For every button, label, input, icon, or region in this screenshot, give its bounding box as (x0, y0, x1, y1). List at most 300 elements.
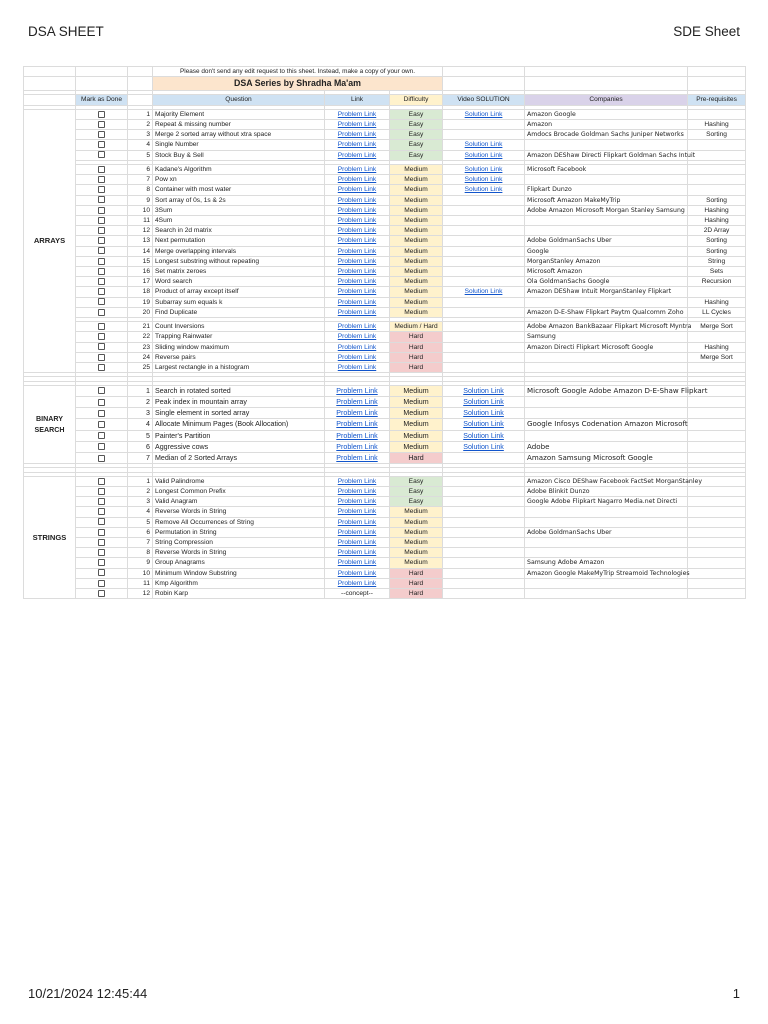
col-header-question: Question (153, 95, 325, 105)
companies-cell: Microsoft Amazon MakeMyTrip (525, 195, 688, 205)
question-number: 4 (128, 419, 153, 430)
problem-link[interactable]: Problem Link (325, 430, 390, 441)
mark-done-checkbox[interactable] (98, 432, 105, 439)
prerequisites-cell: Sorting (688, 130, 746, 140)
question-name: Subarray sum equals k (153, 297, 325, 307)
mark-done-checkbox[interactable] (98, 111, 105, 118)
difficulty-badge: Medium / Hard (390, 322, 443, 332)
difficulty-badge: Medium (390, 246, 443, 256)
companies-cell (525, 363, 688, 373)
mark-done-checkbox[interactable] (98, 580, 105, 587)
video-solution-link (443, 363, 525, 373)
companies-cell: Adobe Amazon Microsoft Morgan Stanley Samsung (525, 205, 688, 215)
question-name: Trapping Rainwater (153, 332, 325, 342)
problem-link[interactable]: Problem Link (325, 164, 390, 174)
problem-link[interactable]: Problem Link (325, 256, 390, 266)
question-name: Pow xn (153, 175, 325, 185)
done-cell (76, 538, 128, 548)
section-label: STRINGS (24, 476, 76, 598)
done-cell (76, 363, 128, 373)
done-cell (76, 408, 128, 419)
question-name: Reverse pairs (153, 352, 325, 362)
difficulty-badge: Easy (390, 130, 443, 140)
problem-link[interactable]: Problem Link (325, 558, 390, 568)
video-solution-link[interactable]: Solution Link (443, 164, 525, 174)
video-solution-link (443, 527, 525, 537)
mark-done-checkbox[interactable] (98, 121, 105, 128)
difficulty-badge: Medium (390, 307, 443, 317)
table-row (24, 216, 746, 226)
question-name: Merge 2 sorted array without xtra space (153, 130, 325, 140)
video-solution-link[interactable]: Solution Link (443, 175, 525, 185)
question-name: Valid Anagram (153, 497, 325, 507)
table-row (24, 119, 746, 129)
question-name: Median of 2 Sorted Arrays (153, 453, 325, 464)
done-cell (76, 441, 128, 452)
question-number: 13 (128, 236, 153, 246)
problem-link[interactable]: Problem Link (325, 517, 390, 527)
companies-cell (525, 408, 688, 419)
mark-done-checkbox[interactable] (98, 288, 105, 295)
mark-done-checkbox[interactable] (98, 268, 105, 275)
prerequisites-cell: String (688, 256, 746, 266)
prerequisites-cell: Sets (688, 267, 746, 277)
problem-link[interactable]: Problem Link (325, 476, 390, 486)
prerequisites-cell (688, 109, 746, 119)
table-row (24, 497, 746, 507)
table-row (24, 109, 746, 119)
prerequisites-cell: Hashing (688, 342, 746, 352)
question-name: Single Number (153, 140, 325, 150)
done-cell (76, 226, 128, 236)
companies-cell: Amazon Samsung Microsoft Google (525, 453, 688, 464)
mark-done-checkbox[interactable] (98, 258, 105, 265)
problem-link[interactable]: Problem Link (325, 453, 390, 464)
mark-done-checkbox[interactable] (98, 518, 105, 525)
problem-link[interactable]: Problem Link (325, 352, 390, 362)
video-solution-link[interactable]: Solution Link (443, 109, 525, 119)
video-solution-link[interactable]: Solution Link (443, 397, 525, 408)
question-name: Word search (153, 277, 325, 287)
problem-link[interactable]: Problem Link (325, 408, 390, 419)
prerequisites-cell (688, 578, 746, 588)
video-solution-link (443, 119, 525, 129)
mark-done-checkbox[interactable] (98, 443, 105, 450)
question-number: 22 (128, 332, 153, 342)
video-solution-link[interactable]: Solution Link (443, 385, 525, 396)
difficulty-badge: Hard (390, 589, 443, 599)
problem-link[interactable]: Problem Link (325, 119, 390, 129)
done-cell (76, 486, 128, 496)
mark-done-checkbox[interactable] (98, 207, 105, 214)
mark-done-checkbox[interactable] (98, 196, 105, 203)
problem-link[interactable]: Problem Link (325, 175, 390, 185)
question-number: 1 (128, 476, 153, 486)
video-solution-link (443, 342, 525, 352)
mark-done-checkbox[interactable] (98, 151, 105, 158)
difficulty-badge: Easy (390, 486, 443, 496)
page-header-title: DSA SHEET (28, 24, 104, 39)
problem-link[interactable]: Problem Link (325, 527, 390, 537)
mark-done-checkbox[interactable] (98, 333, 105, 340)
companies-cell (525, 430, 688, 441)
question-name: Minimum Window Substring (153, 568, 325, 578)
section-label: BINARY SEARCH (24, 385, 76, 463)
question-name: Painter's Partition (153, 430, 325, 441)
companies-cell: Amazon Google (525, 109, 688, 119)
problem-link[interactable]: Problem Link (325, 109, 390, 119)
column-header-row (24, 95, 746, 105)
companies-cell (525, 507, 688, 517)
video-solution-link[interactable]: Solution Link (443, 408, 525, 419)
difficulty-badge: Medium (390, 226, 443, 236)
problem-link: --concept-- (325, 589, 390, 599)
difficulty-badge: Medium (390, 527, 443, 537)
problem-link[interactable]: Problem Link (325, 216, 390, 226)
done-cell (76, 589, 128, 599)
prerequisites-cell: Merge Sort (688, 352, 746, 362)
companies-cell (525, 397, 688, 408)
companies-cell: Adobe (525, 441, 688, 452)
table-row (24, 342, 746, 352)
question-number: 3 (128, 130, 153, 140)
companies-cell (525, 175, 688, 185)
companies-cell (525, 352, 688, 362)
problem-link[interactable]: Problem Link (325, 363, 390, 373)
problem-link[interactable]: Problem Link (325, 130, 390, 140)
table-row (24, 453, 746, 464)
problem-link[interactable]: Problem Link (325, 226, 390, 236)
problem-link[interactable]: Problem Link (325, 538, 390, 548)
difficulty-badge: Medium (390, 408, 443, 419)
video-solution-link (443, 507, 525, 517)
mark-done-checkbox[interactable] (98, 278, 105, 285)
mark-done-checkbox[interactable] (98, 309, 105, 316)
mark-done-checkbox[interactable] (98, 478, 105, 485)
mark-done-checkbox[interactable] (98, 186, 105, 193)
col-header-prereq: Pre-requisites (688, 95, 746, 105)
mark-done-checkbox[interactable] (98, 364, 105, 371)
question-name: 4Sum (153, 216, 325, 226)
companies-cell: Amazon Google MakeMyTrip Streamoid Technologies (525, 568, 688, 578)
difficulty-badge: Hard (390, 363, 443, 373)
mark-done-checkbox[interactable] (98, 141, 105, 148)
section-label: ARRAYS (24, 109, 76, 372)
video-solution-link[interactable]: Solution Link (443, 287, 525, 297)
video-solution-link (443, 256, 525, 266)
problem-link[interactable]: Problem Link (325, 548, 390, 558)
problem-link[interactable]: Problem Link (325, 140, 390, 150)
mark-done-checkbox[interactable] (98, 569, 105, 576)
question-number: 17 (128, 277, 153, 287)
mark-done-checkbox[interactable] (98, 323, 105, 330)
mark-done-checkbox[interactable] (98, 508, 105, 515)
problem-link[interactable]: Problem Link (325, 297, 390, 307)
question-name: Reverse Words in String (153, 507, 325, 517)
companies-cell: Adobe GoldmanSachs Uber (525, 527, 688, 537)
question-number: 4 (128, 140, 153, 150)
video-solution-link (443, 517, 525, 527)
difficulty-badge: Easy (390, 119, 443, 129)
question-name: Next permutation (153, 236, 325, 246)
difficulty-badge: Medium (390, 205, 443, 215)
problem-link[interactable]: Problem Link (325, 277, 390, 287)
mark-done-checkbox[interactable] (98, 217, 105, 224)
table-row (24, 195, 746, 205)
companies-cell (525, 548, 688, 558)
difficulty-badge: Medium (390, 297, 443, 307)
done-cell (76, 507, 128, 517)
question-name: Container with most water (153, 185, 325, 195)
sheet-title: DSA Series by Shradha Ma'am (153, 77, 443, 91)
done-cell (76, 267, 128, 277)
companies-cell: Google Infosys Codenation Amazon Microsoft (525, 419, 688, 430)
video-solution-link (443, 216, 525, 226)
question-name: Single element in sorted array (153, 408, 325, 419)
question-number: 5 (128, 150, 153, 160)
video-solution-link[interactable]: Solution Link (443, 441, 525, 452)
question-name: Longest substring without repeating (153, 256, 325, 266)
problem-link[interactable]: Problem Link (325, 195, 390, 205)
col-header-video: Video SOLUTION (443, 95, 525, 105)
done-cell (76, 558, 128, 568)
question-number: 7 (128, 175, 153, 185)
problem-link[interactable]: Problem Link (325, 205, 390, 215)
done-cell (76, 175, 128, 185)
mark-done-checkbox[interactable] (98, 488, 105, 495)
table-row (24, 548, 746, 558)
done-cell (76, 140, 128, 150)
companies-cell: Ola GoldmanSachs Google (525, 277, 688, 287)
question-name: Sort array of 0s, 1s & 2s (153, 195, 325, 205)
difficulty-badge: Medium (390, 538, 443, 548)
prerequisites-cell: Hashing (688, 205, 746, 215)
mark-done-checkbox[interactable] (98, 227, 105, 234)
done-cell (76, 548, 128, 558)
table-row (24, 558, 746, 568)
video-solution-link[interactable]: Solution Link (443, 150, 525, 160)
mark-done-checkbox[interactable] (98, 343, 105, 350)
video-solution-link (443, 589, 525, 599)
table-row (24, 267, 746, 277)
difficulty-badge: Medium (390, 419, 443, 430)
difficulty-badge: Easy (390, 140, 443, 150)
mark-done-checkbox[interactable] (98, 549, 105, 556)
done-cell (76, 497, 128, 507)
video-solution-link (443, 322, 525, 332)
prerequisites-cell (688, 175, 746, 185)
problem-link[interactable]: Problem Link (325, 307, 390, 317)
table-row (24, 589, 746, 599)
difficulty-badge: Medium (390, 256, 443, 266)
question-number: 16 (128, 267, 153, 277)
question-number: 12 (128, 589, 153, 599)
mark-done-checkbox[interactable] (98, 387, 105, 394)
table-row (24, 164, 746, 174)
problem-link[interactable]: Problem Link (325, 578, 390, 588)
mark-done-checkbox[interactable] (98, 498, 105, 505)
question-number: 2 (128, 397, 153, 408)
problem-link[interactable]: Problem Link (325, 332, 390, 342)
done-cell (76, 256, 128, 266)
question-name: Aggressive cows (153, 441, 325, 452)
question-number: 6 (128, 164, 153, 174)
companies-cell: Amdocs Brocade Goldman Sachs Juniper Networks (525, 130, 688, 140)
table-row (24, 517, 746, 527)
difficulty-badge: Easy (390, 476, 443, 486)
question-number: 24 (128, 352, 153, 362)
done-cell (76, 277, 128, 287)
difficulty-badge: Medium (390, 236, 443, 246)
difficulty-badge: Easy (390, 497, 443, 507)
mark-done-checkbox[interactable] (98, 399, 105, 406)
video-solution-link (443, 568, 525, 578)
companies-cell: Amazon Directi Flipkart Microsoft Google (525, 342, 688, 352)
prerequisites-cell (688, 568, 746, 578)
problem-link[interactable]: Problem Link (325, 497, 390, 507)
done-cell (76, 205, 128, 215)
table-row (24, 538, 746, 548)
table-row (24, 578, 746, 588)
mark-done-checkbox[interactable] (98, 421, 105, 428)
table-row (24, 205, 746, 215)
mark-done-checkbox[interactable] (98, 455, 105, 462)
done-cell (76, 246, 128, 256)
table-row (24, 507, 746, 517)
done-cell (76, 185, 128, 195)
question-name: Search in 2d matrix (153, 226, 325, 236)
problem-link[interactable]: Problem Link (325, 397, 390, 408)
table-row (24, 297, 746, 307)
done-cell (76, 476, 128, 486)
question-number: 9 (128, 558, 153, 568)
video-solution-link (443, 476, 525, 486)
mark-done-checkbox[interactable] (98, 298, 105, 305)
table-row (24, 246, 746, 256)
problem-link[interactable]: Problem Link (325, 385, 390, 396)
mark-done-checkbox[interactable] (98, 559, 105, 566)
video-solution-link (443, 332, 525, 342)
done-cell (76, 195, 128, 205)
done-cell (76, 527, 128, 537)
mark-done-checkbox[interactable] (98, 529, 105, 536)
problem-link[interactable]: Problem Link (325, 507, 390, 517)
col-header-difficulty: Difficulty (390, 95, 443, 105)
difficulty-badge: Medium (390, 195, 443, 205)
companies-cell: Amazon DEShaw Directi Flipkart Goldman Sachs Intuit (525, 150, 688, 160)
mark-done-checkbox[interactable] (98, 590, 105, 597)
video-solution-link (443, 486, 525, 496)
problem-link[interactable]: Problem Link (325, 267, 390, 277)
mark-done-checkbox[interactable] (98, 410, 105, 417)
companies-cell: Google Adobe Flipkart Nagarro Media.net Directi (525, 497, 688, 507)
question-name: Permutation in String (153, 527, 325, 537)
table-row (24, 397, 746, 408)
table-row (24, 307, 746, 317)
mark-done-checkbox[interactable] (98, 166, 105, 173)
problem-link[interactable]: Problem Link (325, 185, 390, 195)
table-row (24, 430, 746, 441)
prerequisites-cell (688, 453, 746, 464)
prerequisites-cell (688, 507, 746, 517)
done-cell (76, 236, 128, 246)
question-name: Set matrix zeroes (153, 267, 325, 277)
done-cell (76, 517, 128, 527)
question-number: 5 (128, 517, 153, 527)
problem-link[interactable]: Problem Link (325, 342, 390, 352)
companies-cell: Amazon Cisco DEShaw Facebook FactSet MorganStanley (525, 476, 688, 486)
companies-cell: Flipkart Dunzo (525, 185, 688, 195)
video-solution-link (443, 558, 525, 568)
prerequisites-cell (688, 430, 746, 441)
difficulty-badge: Easy (390, 150, 443, 160)
video-solution-link (443, 538, 525, 548)
video-solution-link (443, 236, 525, 246)
companies-cell: Samsung (525, 332, 688, 342)
mark-done-checkbox[interactable] (98, 539, 105, 546)
question-number: 19 (128, 297, 153, 307)
companies-cell: Adobe Amazon BankBazaar Flipkart Microsoft Myntra (525, 322, 688, 332)
difficulty-badge: Medium (390, 175, 443, 185)
problem-link[interactable]: Problem Link (325, 150, 390, 160)
video-solution-link[interactable]: Solution Link (443, 140, 525, 150)
prerequisites-cell: Hashing (688, 216, 746, 226)
question-number: 10 (128, 568, 153, 578)
question-name: Repeat & missing number (153, 119, 325, 129)
mark-done-checkbox[interactable] (98, 237, 105, 244)
companies-cell: MorganStanley Amazon (525, 256, 688, 266)
mark-done-checkbox[interactable] (98, 247, 105, 254)
video-solution-link[interactable]: Solution Link (443, 185, 525, 195)
problem-link[interactable]: Problem Link (325, 322, 390, 332)
done-cell (76, 352, 128, 362)
problem-link[interactable]: Problem Link (325, 236, 390, 246)
prerequisites-cell: Recursion (688, 277, 746, 287)
problem-link[interactable]: Problem Link (325, 419, 390, 430)
question-name: 3Sum (153, 205, 325, 215)
done-cell (76, 322, 128, 332)
mark-done-checkbox[interactable] (98, 131, 105, 138)
problem-link[interactable]: Problem Link (325, 246, 390, 256)
problem-link[interactable]: Problem Link (325, 568, 390, 578)
question-number: 1 (128, 385, 153, 396)
done-cell (76, 453, 128, 464)
difficulty-badge: Easy (390, 109, 443, 119)
video-solution-link[interactable]: Solution Link (443, 419, 525, 430)
question-number: 14 (128, 246, 153, 256)
mark-done-checkbox[interactable] (98, 354, 105, 361)
problem-link[interactable]: Problem Link (325, 287, 390, 297)
difficulty-badge: Medium (390, 277, 443, 287)
prerequisites-cell: Hashing (688, 119, 746, 129)
question-name: Remove All Occurrences of String (153, 517, 325, 527)
question-name: Kadane's Algorithm (153, 164, 325, 174)
problem-link[interactable]: Problem Link (325, 441, 390, 452)
question-number: 23 (128, 342, 153, 352)
question-name: Allocate Minimum Pages (Book Allocation) (153, 419, 325, 430)
problem-link[interactable]: Problem Link (325, 486, 390, 496)
prerequisites-cell (688, 185, 746, 195)
video-solution-link[interactable]: Solution Link (443, 430, 525, 441)
question-number: 20 (128, 307, 153, 317)
table-row (24, 486, 746, 496)
table-row (24, 175, 746, 185)
done-cell (76, 307, 128, 317)
mark-done-checkbox[interactable] (98, 176, 105, 183)
prerequisites-cell (688, 363, 746, 373)
question-name: Sliding window maximum (153, 342, 325, 352)
done-cell (76, 109, 128, 119)
